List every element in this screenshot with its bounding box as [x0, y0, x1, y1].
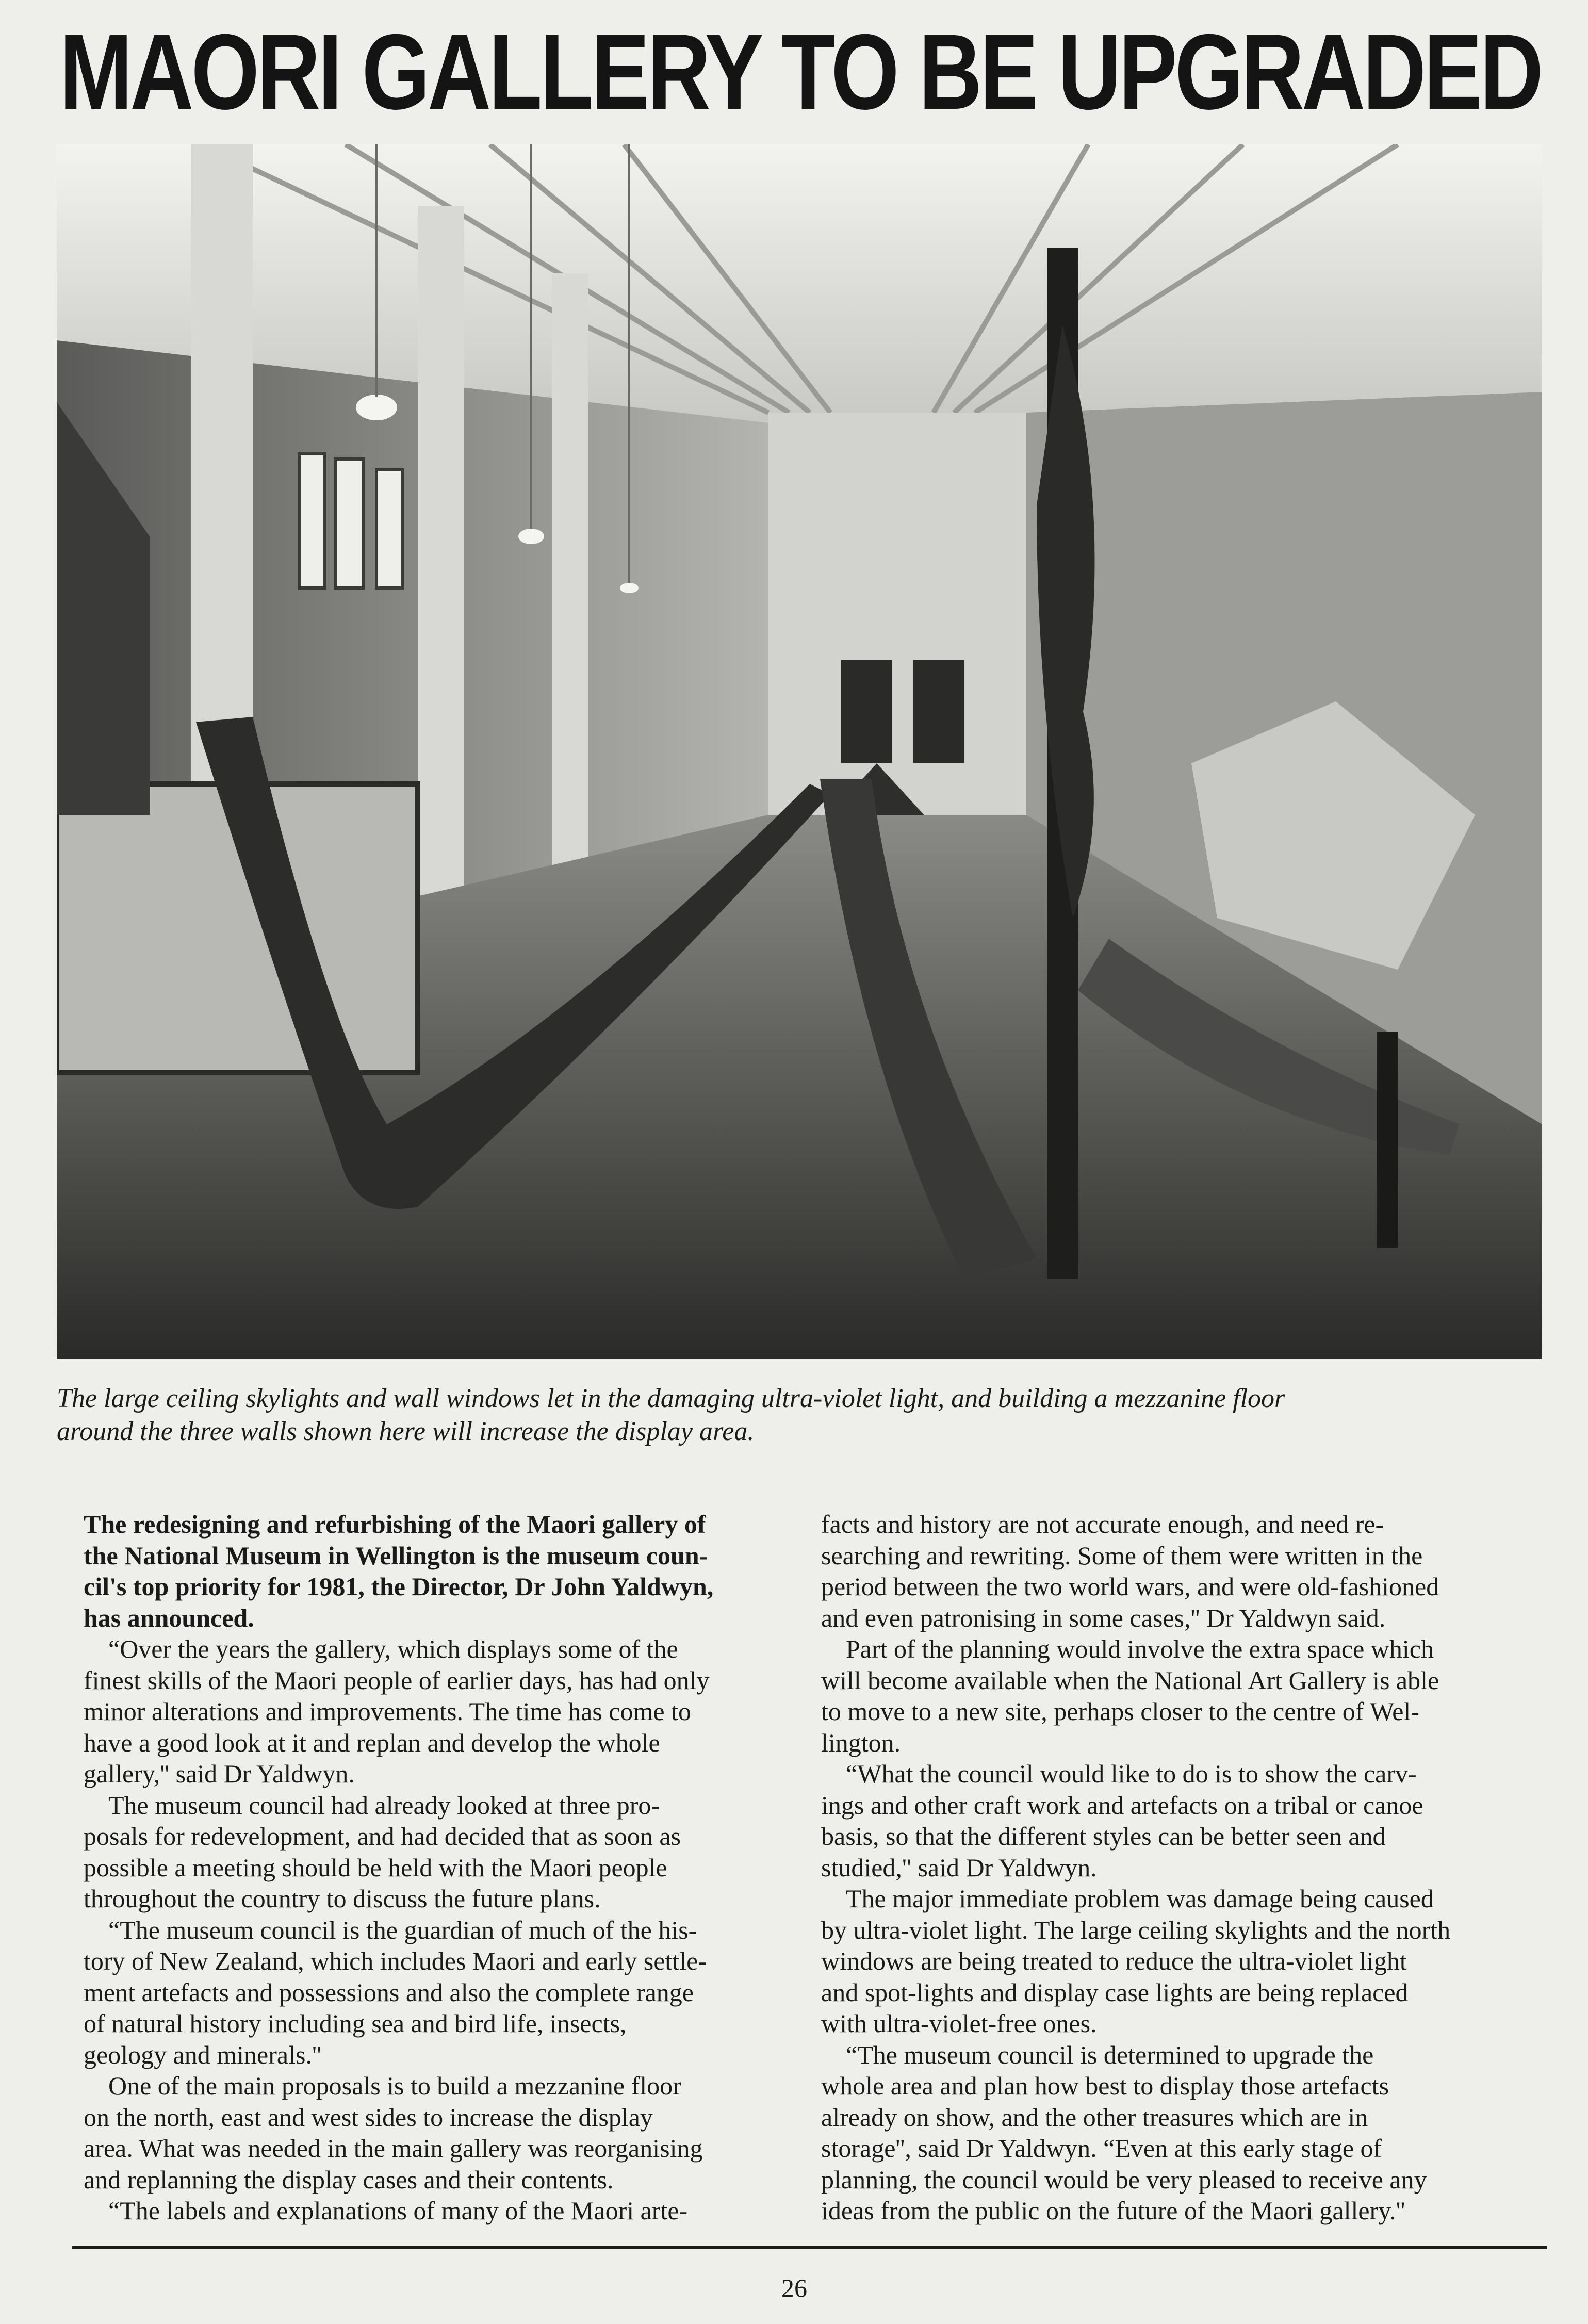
- text-line: have a good look at it and replan and develop the whole: [84, 1728, 660, 1757]
- text-line: finest skills of the Maori people of earlier days, has had only: [84, 1665, 710, 1695]
- text-line: and spot-lights and display case lights are being replaced: [821, 1977, 1409, 2007]
- text-line: “The museum council is the guardian of much of the his-: [108, 1915, 697, 1944]
- text-line: period between the two world wars, and were old-fashioned: [821, 1572, 1439, 1601]
- text-line: Part of the planning would involve the extra space which: [846, 1634, 1434, 1663]
- text-line: geology and minerals.'': [84, 2040, 321, 2069]
- headline: MAORI GALLERY TO BE UPGRADED: [59, 12, 1541, 132]
- text-line: One of the main proposals is to build a mezzanine floor: [108, 2071, 681, 2100]
- lead-line: has announced.: [84, 1603, 254, 1632]
- text-line: ideas from the public on the future of the Maori gallery.'': [821, 2196, 1405, 2225]
- text-line: “The museum council is determined to upgrade the: [846, 2040, 1374, 2069]
- caption-line: around the three walls shown here will increase the display area.: [57, 1417, 755, 1446]
- text-line: posals for redevelopment, and had decided that as soon as: [84, 1822, 681, 1851]
- text-line: searching and rewriting. Some of them were written in the: [821, 1541, 1423, 1570]
- lead-line: The redesigning and refurbishing of the Maori gallery of: [84, 1510, 706, 1539]
- text-line: lington.: [821, 1728, 901, 1757]
- text-line: storage'', said Dr Yaldwyn. “Even at this early stage of: [821, 2134, 1382, 2163]
- text-line: minor alterations and improvements. The time has come to: [84, 1697, 691, 1726]
- text-line: ment artefacts and possessions and also the complete range: [84, 1977, 694, 2007]
- caption-line: The large ceiling skylights and wall windows let in the damaging ultra-violet light, and building a mezzanine floor: [57, 1384, 1285, 1413]
- lead-line: cil's top priority for 1981, the Director, Dr John Yaldwyn,: [84, 1572, 714, 1601]
- text-line: “Over the years the gallery, which displays some of the: [108, 1634, 678, 1663]
- text-line: The museum council had already looked at three pro-: [108, 1790, 660, 1820]
- text-line: on the north, east and west sides to increase the display: [84, 2102, 653, 2132]
- text-line: by ultra-violet light. The large ceiling skylights and the north: [821, 1915, 1451, 1944]
- text-line: throughout the country to discuss the future plans.: [84, 1884, 601, 1913]
- lead-line: the National Museum in Wellington is the museum coun-: [84, 1541, 708, 1570]
- right-column: [821, 1509, 1546, 2227]
- text-line: area. What was needed in the main gallery was reorganising: [84, 2134, 703, 2163]
- text-line: “What the council would like to do is to show the carv-: [846, 1759, 1417, 1788]
- gallery-photo: [57, 144, 1542, 1359]
- text-line: already on show, and the other treasures which are in: [821, 2102, 1368, 2132]
- text-line: The major immediate problem was damage being caused: [846, 1884, 1434, 1913]
- text-line: of natural history including sea and bird life, insects,: [84, 2009, 627, 2038]
- text-line: ings and other craft work and artefacts on a tribal or canoe: [821, 1790, 1423, 1820]
- text-line: facts and history are not accurate enough, and need re-: [821, 1510, 1384, 1539]
- text-line: studied,'' said Dr Yaldwyn.: [821, 1853, 1097, 1882]
- bottom-rule: [72, 2246, 1547, 2249]
- text-line: with ultra-violet-free ones.: [821, 2009, 1097, 2038]
- text-line: “The labels and explanations of many of the Maori arte-: [108, 2196, 688, 2225]
- text-line: whole area and plan how best to display those artefacts: [821, 2071, 1389, 2100]
- text-line: tory of New Zealand, which includes Maori and early settle-: [84, 1946, 707, 1975]
- museum-gallery-photo-icon: [57, 144, 1542, 1359]
- text-line: and even patronising in some cases,'' Dr Yaldwyn said.: [821, 1603, 1386, 1632]
- text-line: basis, so that the different styles can be better seen and: [821, 1822, 1386, 1851]
- text-line: to move to a new site, perhaps closer to the centre of Wel-: [821, 1697, 1419, 1726]
- text-line: gallery,'' said Dr Yaldwyn.: [84, 1759, 355, 1788]
- text-line: planning, the council would be very pleased to receive any: [821, 2165, 1427, 2194]
- left-column: [84, 1509, 777, 2227]
- photo-caption: [57, 1382, 1542, 1448]
- text-line: and replanning the display cases and their contents.: [84, 2165, 614, 2194]
- text-line: will become available when the National Art Gallery is able: [821, 1665, 1439, 1695]
- text-line: possible a meeting should be held with the Maori people: [84, 1853, 667, 1882]
- text-line: windows are being treated to reduce the ultra-violet light: [821, 1946, 1407, 1975]
- page-number: 26: [781, 2273, 807, 2302]
